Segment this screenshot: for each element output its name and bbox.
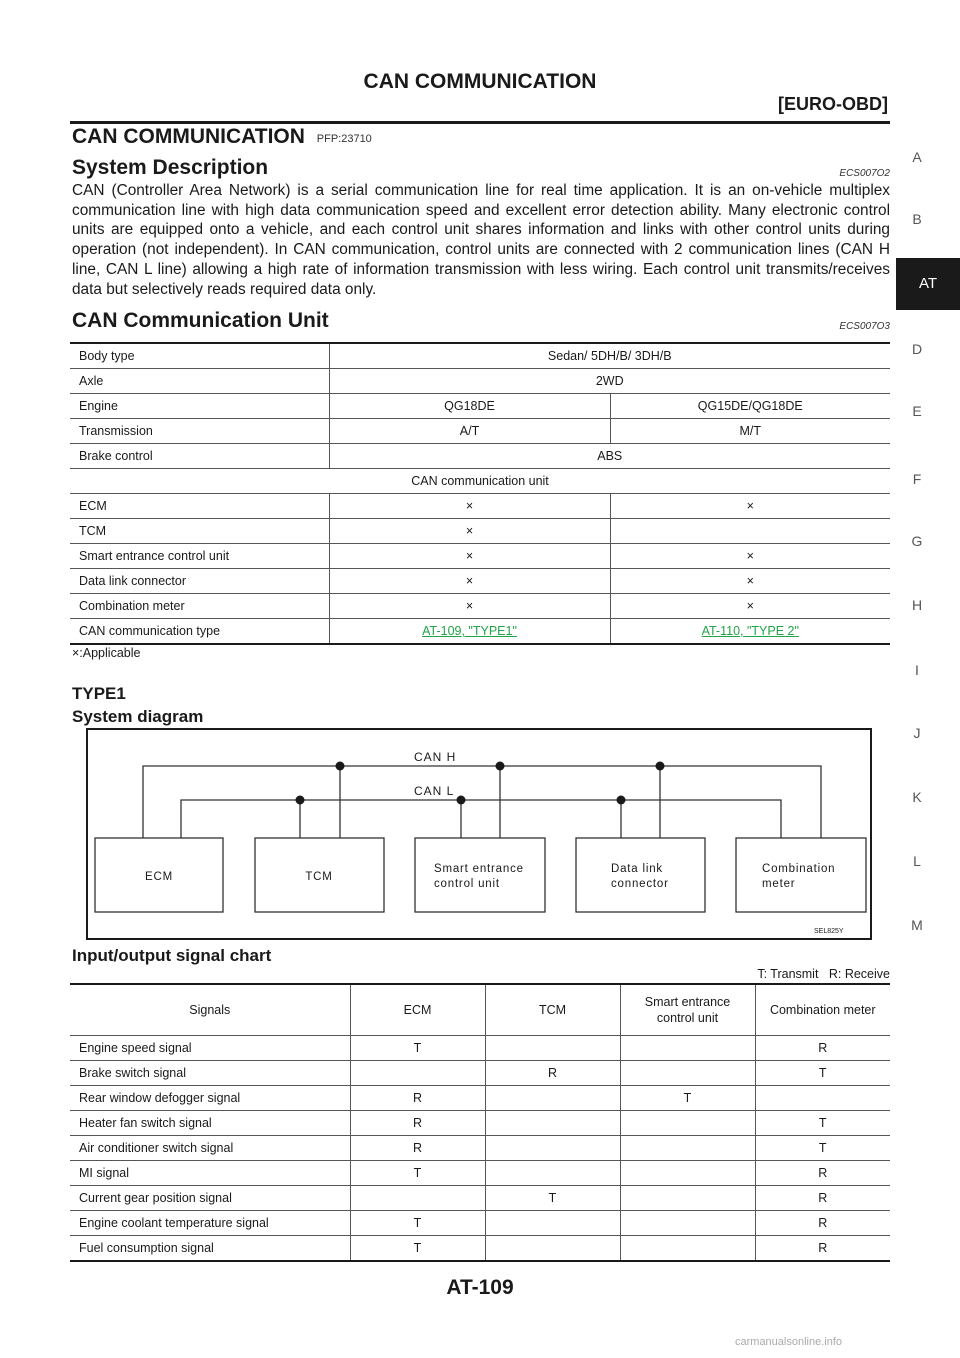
table-row [70, 569, 890, 594]
brake-value: ABS [329, 444, 890, 469]
tcm-label: TCM [305, 871, 333, 883]
signal-cell: R [350, 1111, 485, 1136]
unit-col1: × [329, 544, 610, 569]
transmission-col2: M/T [610, 419, 890, 444]
unit-label: ECM [70, 494, 329, 519]
side-index-j[interactable]: J [913, 725, 921, 741]
smart-entrance-box [415, 838, 545, 912]
table-row [70, 1086, 890, 1111]
axle-label: Axle [70, 369, 329, 394]
unit-col2: × [610, 569, 890, 594]
side-index-d[interactable]: D [911, 341, 923, 357]
unit-col1: × [329, 569, 610, 594]
table-row [70, 1036, 890, 1061]
combination-meter-label-2: meter [762, 878, 796, 890]
side-index-l[interactable]: L [913, 853, 921, 869]
can-l-junction [617, 796, 626, 805]
unit-col1: × [329, 494, 610, 519]
column-header: Smart entrance control unit [620, 984, 755, 1036]
type1-link[interactable]: AT-109, "TYPE1" [422, 624, 517, 638]
unit-label: Smart entrance control unit [70, 544, 329, 569]
signal-cell [620, 1161, 755, 1186]
side-index-m[interactable]: M [911, 917, 923, 933]
signal-cell: R [755, 1161, 890, 1186]
table-row [70, 444, 890, 469]
unit-label: TCM [70, 519, 329, 544]
system-diagram-title: System diagram [72, 707, 204, 726]
column-header: TCM [485, 984, 620, 1036]
signal-cell: T [755, 1061, 890, 1086]
can-l-label: CAN L [414, 784, 455, 798]
unit-col2: × [610, 594, 890, 619]
table-row [70, 544, 890, 569]
data-link-label-1: Data link [611, 863, 663, 875]
signal-name: Engine coolant temperature signal [70, 1211, 350, 1236]
signal-cell: T [620, 1086, 755, 1111]
signal-chart-table [70, 983, 890, 1262]
table-row [70, 1186, 890, 1211]
signal-name: Air conditioner switch signal [70, 1136, 350, 1161]
signal-cell: T [350, 1036, 485, 1061]
signal-legend: T: Transmit R: Receive [757, 967, 890, 981]
can-unit-heading [72, 309, 890, 333]
body-type-value: Sedan/ 5DH/B/ 3DH/B [329, 343, 890, 369]
signal-name: Rear window defogger signal [70, 1086, 350, 1111]
column-header: ECM [350, 984, 485, 1036]
can-unit-code: ECS007O3 [839, 321, 890, 332]
page-number: AT-109 [446, 1276, 514, 1299]
section-title-text: CAN COMMUNICATION [72, 125, 305, 148]
column-header: Combination meter [755, 984, 890, 1036]
side-index-i[interactable]: I [915, 662, 919, 678]
signal-cell: R [485, 1061, 620, 1086]
diagram-ref: SEL825Y [814, 928, 844, 935]
type2-link[interactable]: AT-110, "TYPE 2" [701, 624, 799, 638]
table-row [70, 494, 890, 519]
table-row [70, 1211, 890, 1236]
table-row [70, 1161, 890, 1186]
can-unit-subheader: CAN communication unit [70, 469, 890, 494]
axle-value: 2WD [329, 369, 890, 394]
table-row [70, 1061, 890, 1086]
can-l-junction [296, 796, 305, 805]
system-description-text: CAN (Controller Area Network) is a serial communication line for real time application. It is an on-vehicle multiplex communication line with high data communication speed and excellent error detection ability. Many electronic control units are equipped onto a vehicle, and each control unit shares information and links with other control units during operation (not independent). In CAN communication, control units are connected with 2 communication lines (CAN H line, CAN L line) allowing a high rate of information transmission with less wiring. Each control unit transmits/receives data but selectively reads required data only. [72, 182, 890, 298]
system-description-heading [72, 156, 890, 180]
signal-cell [350, 1061, 485, 1086]
can-type-col2 [610, 619, 890, 645]
side-index-at[interactable]: AT [896, 258, 960, 310]
ecm-label: ECM [145, 871, 173, 883]
brake-label: Brake control [70, 444, 329, 469]
signal-cell [485, 1211, 620, 1236]
combination-meter-box [736, 838, 866, 912]
engine-col2: QG15DE/QG18DE [610, 394, 890, 419]
can-h-label: CAN H [414, 750, 457, 764]
can-l-junction [457, 796, 466, 805]
side-index-b[interactable]: B [912, 211, 922, 227]
side-index-k[interactable]: K [912, 789, 922, 805]
signal-name: Current gear position signal [70, 1186, 350, 1211]
signal-cell: T [755, 1136, 890, 1161]
signal-cell: R [755, 1186, 890, 1211]
system-diagram [86, 728, 872, 940]
signal-name: MI signal [70, 1161, 350, 1186]
unit-label: Combination meter [70, 594, 329, 619]
section-code: PFP:23710 [316, 133, 372, 145]
table-row [70, 594, 890, 619]
combination-meter-label-1: Combination [762, 863, 836, 875]
can-h-junction [656, 762, 665, 771]
table-header-row [70, 984, 890, 1036]
data-link-label-2: connector [611, 878, 669, 890]
engine-label: Engine [70, 394, 329, 419]
system-description-title: System Description [72, 156, 269, 179]
side-index-e[interactable]: E [912, 403, 922, 419]
signal-cell [620, 1186, 755, 1211]
table-row [70, 419, 890, 444]
signal-cell [620, 1211, 755, 1236]
signal-cell: T [350, 1211, 485, 1236]
watermark: carmanualsonline.info [735, 1336, 843, 1348]
engine-col1: QG18DE [329, 394, 610, 419]
running-header-subtitle: [EURO-OBD] [778, 94, 888, 114]
signal-cell [620, 1111, 755, 1136]
unit-label: Data link connector [70, 569, 329, 594]
can-unit-title: CAN Communication Unit [72, 309, 329, 332]
signal-cell [620, 1136, 755, 1161]
can-h-junction [496, 762, 505, 771]
side-index-g[interactable]: G [911, 533, 923, 549]
signal-cell: R [350, 1136, 485, 1161]
unit-col2: × [610, 494, 890, 519]
signal-cell [755, 1086, 890, 1111]
signal-cell: R [755, 1211, 890, 1236]
unit-col1: × [329, 594, 610, 619]
unit-col1: × [329, 519, 610, 544]
can-type-col1 [329, 619, 610, 645]
signal-cell [485, 1236, 620, 1262]
type1-title: TYPE1 [72, 684, 126, 703]
transmission-col1: A/T [329, 419, 610, 444]
signal-cell: T [485, 1186, 620, 1211]
signal-cell [485, 1086, 620, 1111]
table-row [70, 469, 890, 494]
column-header: Signals [70, 984, 350, 1036]
transmission-label: Transmission [70, 419, 329, 444]
side-index-f[interactable]: F [912, 471, 922, 487]
data-link-connector-box [576, 838, 705, 912]
side-index-h[interactable]: H [911, 597, 923, 613]
signal-cell [620, 1236, 755, 1262]
table-row [70, 1111, 890, 1136]
applicable-note: ×:Applicable [72, 646, 141, 660]
section-title [72, 125, 890, 149]
signal-cell [485, 1136, 620, 1161]
can-type-label: CAN communication type [70, 619, 329, 645]
signal-cell: T [350, 1161, 485, 1186]
system-description-code: ECS007O2 [839, 168, 890, 179]
signal-cell: R [755, 1036, 890, 1061]
can-unit-table [70, 342, 890, 645]
running-header-title: CAN COMMUNICATION [363, 70, 597, 93]
signal-name: Brake switch signal [70, 1061, 350, 1086]
signal-cell [485, 1036, 620, 1061]
smart-entrance-label-1: Smart entrance [434, 863, 524, 875]
table-row [70, 1136, 890, 1161]
signal-cell [485, 1161, 620, 1186]
unit-col2 [610, 519, 890, 544]
signal-cell [485, 1111, 620, 1136]
table-row [70, 519, 890, 544]
side-index-a[interactable]: A [912, 149, 922, 165]
signal-cell: R [350, 1086, 485, 1111]
can-h-junction [336, 762, 345, 771]
signal-cell: T [755, 1111, 890, 1136]
body-type-label: Body type [70, 343, 329, 369]
table-row [70, 394, 890, 419]
table-row [70, 1236, 890, 1262]
unit-col2: × [610, 544, 890, 569]
signal-cell: T [350, 1236, 485, 1262]
signal-cell: R [755, 1236, 890, 1262]
table-row [70, 619, 890, 645]
signal-cell [620, 1036, 755, 1061]
signal-cell [350, 1186, 485, 1211]
signal-name: Heater fan switch signal [70, 1111, 350, 1136]
smart-entrance-label-2: control unit [434, 878, 500, 890]
signal-name: Fuel consumption signal [70, 1236, 350, 1262]
table-row [70, 343, 890, 369]
table-row [70, 369, 890, 394]
signal-name: Engine speed signal [70, 1036, 350, 1061]
signal-chart-title: Input/output signal chart [72, 946, 272, 965]
signal-cell [620, 1061, 755, 1086]
header-rule [70, 121, 890, 124]
